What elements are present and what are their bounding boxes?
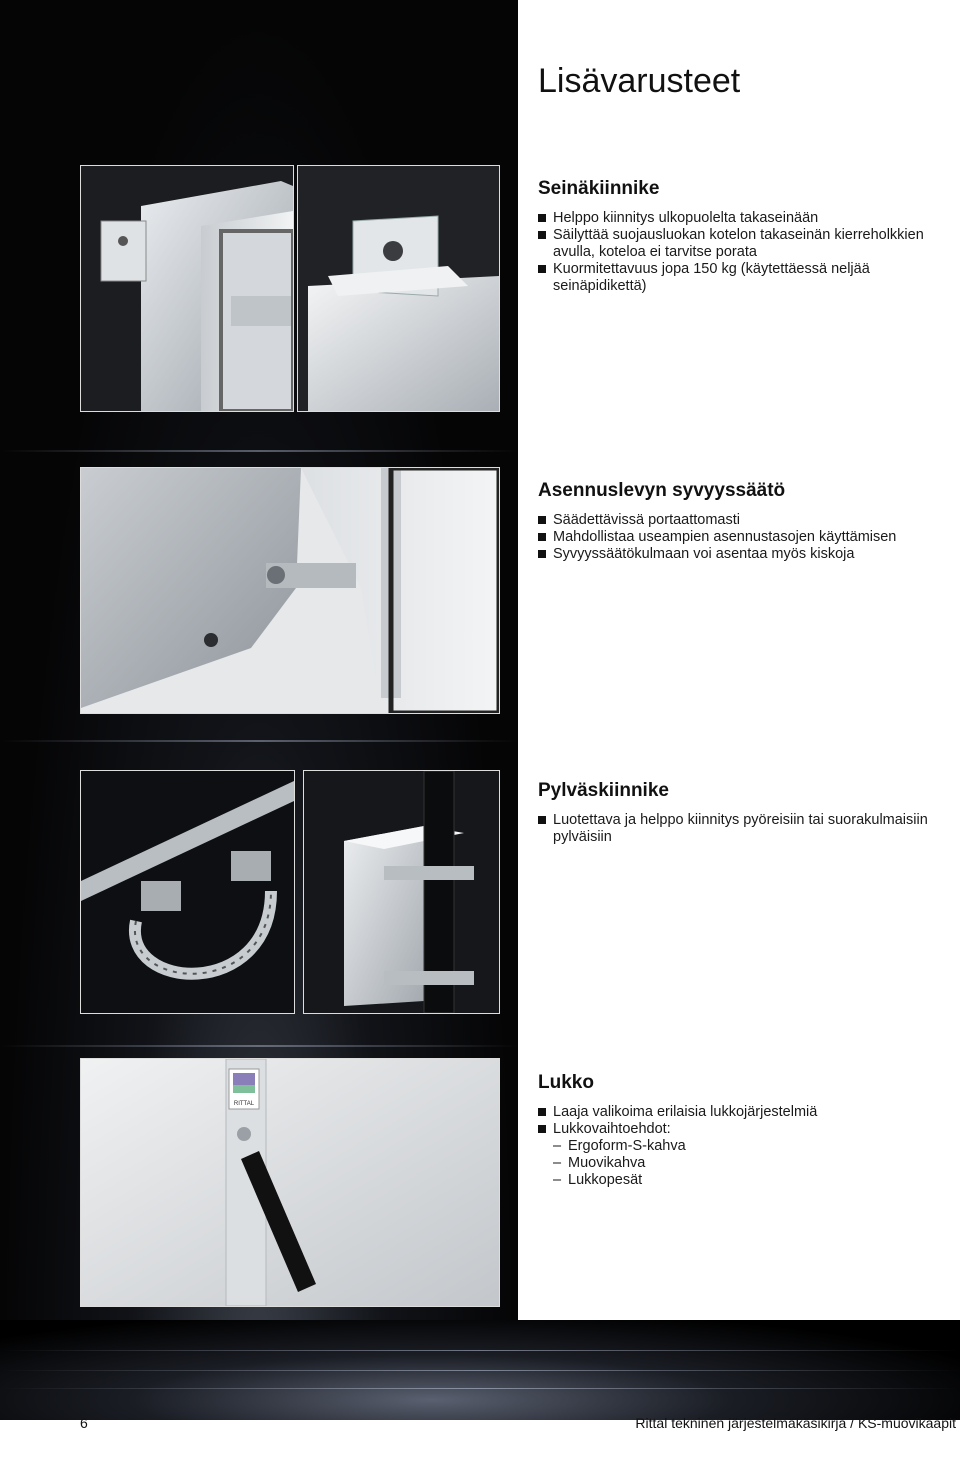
section-heading: Lukko xyxy=(538,1072,594,1093)
section-lock xyxy=(538,1072,948,1189)
list-item-text: Muovikahva xyxy=(568,1155,646,1171)
rittal-logo: RITTAL xyxy=(233,1101,255,1107)
feature-list xyxy=(538,1104,948,1189)
feature-list xyxy=(538,812,948,846)
list-item xyxy=(538,529,948,546)
square-bullet-icon xyxy=(538,1108,546,1116)
list-item xyxy=(538,1121,948,1138)
pole-clamp-photo-left xyxy=(80,770,295,1014)
list-item xyxy=(538,1104,948,1121)
list-item-text: Mahdollistaa useampien asennustasojen käyttämisen xyxy=(553,529,897,545)
dash-marker: – xyxy=(553,1138,562,1154)
list-item xyxy=(538,546,948,563)
lock-handle-photo xyxy=(80,1058,500,1307)
section-pole-clamp xyxy=(538,780,948,846)
list-item xyxy=(538,227,948,261)
page-number: 6 xyxy=(80,1415,88,1431)
mounting-plate-depth-photo xyxy=(80,467,500,714)
pole-mounted-enclosure-photo xyxy=(303,770,500,1014)
square-bullet-icon xyxy=(538,516,546,524)
list-item xyxy=(538,261,948,295)
square-bullet-icon xyxy=(538,265,546,273)
footer-publication-title: Rittal tekninen järjestelmäkäsikirja / KS-muovikaapit xyxy=(635,1415,956,1431)
list-item-text: Lukkopesät xyxy=(568,1172,643,1188)
list-item-text: Helppo kiinnitys ulkopuolelta takaseinään xyxy=(553,210,819,226)
page-title: Lisävarusteet xyxy=(538,62,741,100)
square-bullet-icon xyxy=(538,1125,546,1133)
square-bullet-icon xyxy=(538,231,546,239)
sub-list-item xyxy=(538,1172,948,1189)
sub-list-item xyxy=(538,1155,948,1172)
section-depth-adjustment xyxy=(538,480,948,563)
list-item xyxy=(538,210,948,227)
sub-list-item xyxy=(538,1138,948,1155)
wall-bracket-photo-left xyxy=(80,165,294,412)
list-item-text: Luotettava ja helppo kiinnitys pyöreisiin tai suorakulmaisiin pylväisiin xyxy=(553,812,928,845)
square-bullet-icon xyxy=(538,214,546,222)
dash-marker: – xyxy=(553,1155,562,1171)
feature-list xyxy=(538,512,948,563)
section-wall-bracket xyxy=(538,178,948,295)
list-item-text: Lukkovaihtoehdot: xyxy=(553,1121,671,1137)
list-item xyxy=(538,812,948,846)
section-heading: Asennuslevyn syvyyssäätö xyxy=(538,480,786,501)
wall-bracket-photo-right xyxy=(297,165,500,412)
square-bullet-icon xyxy=(538,816,546,824)
feature-list xyxy=(538,210,948,295)
list-item-text: Syvyyssäätökulmaan voi asentaa myös kiskoja xyxy=(553,546,855,562)
square-bullet-icon xyxy=(538,550,546,558)
section-heading: Seinäkiinnike xyxy=(538,178,660,199)
list-item-text: Säilyttää suojausluokan kotelon takaseinän kierreholkkien avulla, koteloa ei tarvitse porata xyxy=(553,227,924,260)
section-heading: Pylväskiinnike xyxy=(538,780,669,801)
list-item-text: Säädettävissä portaattomasti xyxy=(553,512,740,528)
bottom-gradient-band xyxy=(0,1320,960,1420)
list-item xyxy=(538,512,948,529)
dash-marker: – xyxy=(553,1172,562,1188)
list-item-text: Ergoform-S-kahva xyxy=(568,1138,686,1154)
list-item-text: Kuormitettavuus jopa 150 kg (käytettäessä neljää seinäpidikettä) xyxy=(553,261,870,294)
square-bullet-icon xyxy=(538,533,546,541)
list-item-text: Laaja valikoima erilaisia lukkojärjestelmiä xyxy=(553,1104,818,1120)
